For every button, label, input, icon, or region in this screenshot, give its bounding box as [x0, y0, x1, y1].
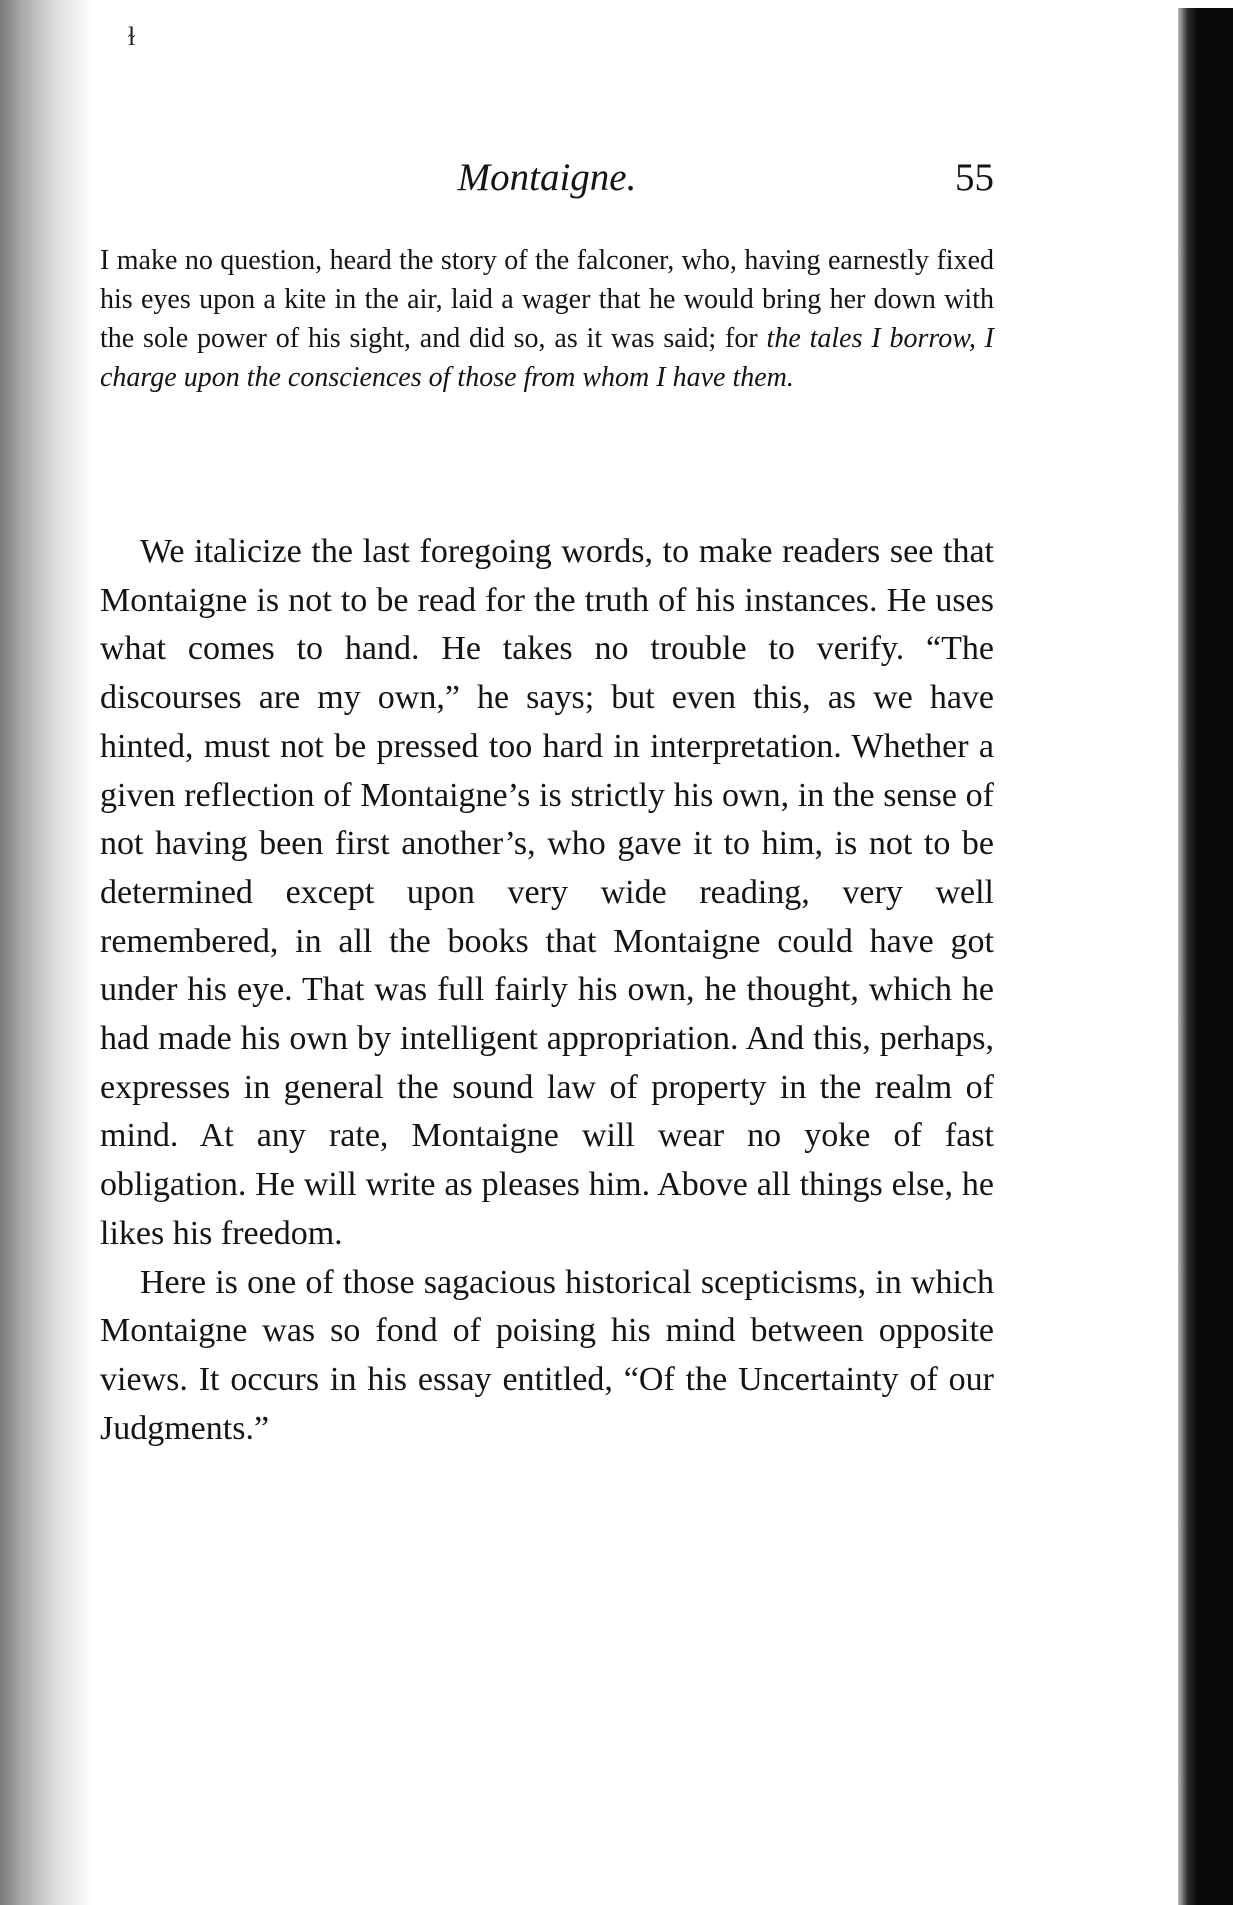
quote-paragraph [100, 241, 994, 397]
body-text [100, 528, 994, 1453]
paragraph-1: We italicize the last foregoing words, to make readers see that Montaigne is not to be read for the truth of his instances. He uses what comes to hand. He takes no trouble to verify. “The discourses are my own,” he says; but even this, as we have hinted, must not be pressed too hard in interpretation. Whether a given reflection of Montaigne’s is strictly his own, in the sense of not having been first another’s, who gave it to him, is not to be determined except upon very wide reading, very well remembered, in all the books that Montaigne could have got under his eye. That was full fairly his own, he thought, which he had made his own by intelligent appropriation. And this, perhaps, expresses in general the sound law of property in the realm of mind. At any rate, Montaigne will wear no yoke of fast obligation. He will write as pleases him. Above all things else, he likes his freedom. [100, 533, 994, 1252]
page-gutter-shadow [0, 0, 92, 1905]
quote-italic-text: the tales I borrow, I charge upon the consciences of those from whom I have them. [100, 323, 994, 393]
quote-text: I make no question, heard the story of the falconer, who, having earnestly fixed his eyes upon a kite in the air, laid a wager that he would bring her down with the sole power of his sight, and did so, as it was said; for [100, 245, 994, 354]
page-header [100, 155, 994, 205]
page-number: 55 [955, 156, 994, 199]
paragraph-2: Here is one of those sagacious historical scepticisms, in which Montaigne was so fond of poising his mind between opposite views. It occurs in his essay entitled, “Of the Uncertainty of our Judgments.” [100, 1263, 994, 1447]
ink-speck: ɫ [128, 22, 136, 51]
running-title: Montaigne. [457, 156, 637, 199]
block-quote [100, 241, 994, 397]
page-edge-bar [1178, 8, 1233, 1905]
